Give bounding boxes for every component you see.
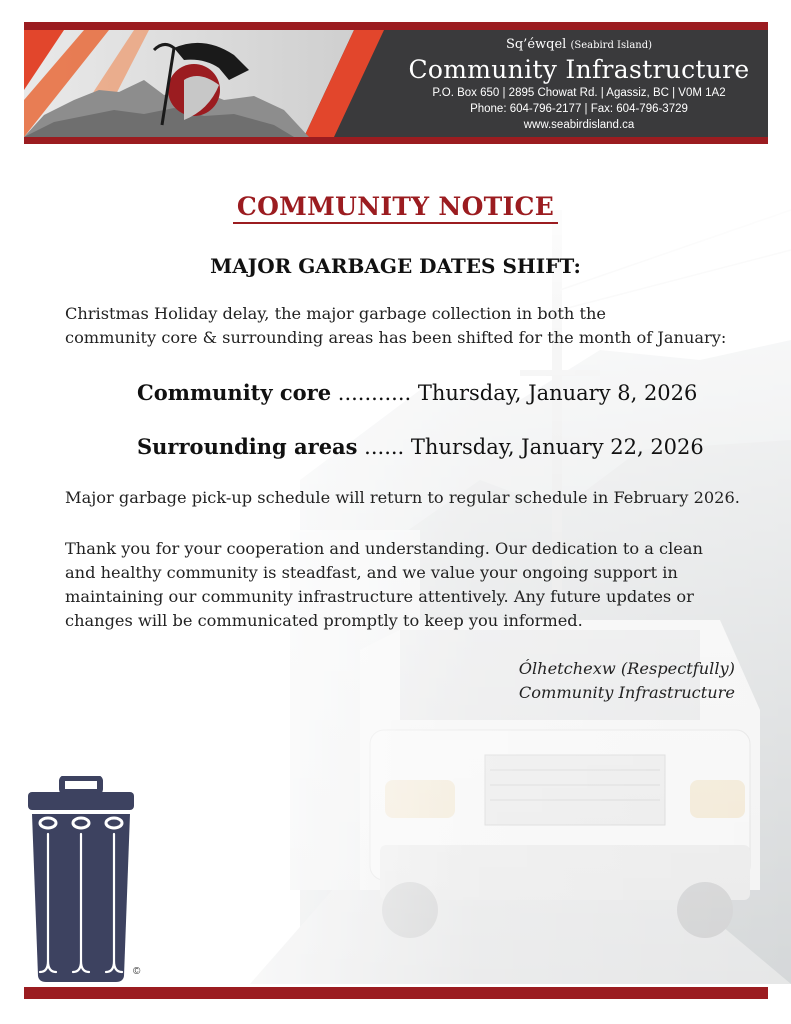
community-core-leader: ........... — [331, 381, 418, 405]
signature-department: Community Infrastructure — [518, 683, 735, 702]
organization-block — [399, 36, 759, 133]
surrounding-areas-leader: ...... — [357, 435, 411, 459]
return-schedule-paragraph: Major garbage pick-up schedule will return to regular schedule in February 2026. — [65, 488, 740, 507]
thanks-paragraph — [65, 537, 745, 633]
header-mountain-art — [24, 30, 394, 137]
footer-rule — [24, 987, 768, 999]
surrounding-areas-label: Surrounding areas — [137, 434, 358, 459]
organization-website: www.seabirdisland.ca — [523, 119, 635, 131]
organization-contact: Phone: 604-796-2177 | Fax: 604-796-3729 — [470, 103, 688, 115]
notice-title-text: COMMUNITY NOTICE — [233, 192, 558, 224]
notice-subtitle: MAJOR GARBAGE DATES SHIFT: — [210, 254, 581, 278]
community-core-label: Community core — [137, 380, 332, 405]
native-name-line — [399, 36, 759, 55]
organization-address: P.O. Box 650 | 2895 Chowat Rd. | Agassiz, BC | V0M 1A2 — [432, 87, 726, 99]
garbage-bin-icon — [26, 776, 136, 984]
thanks-line: changes will be communicated promptly to keep you informed. — [65, 611, 583, 630]
organization-name: Community Infrastructure — [408, 55, 750, 84]
signature-respectfully: Ólhetchexw (Respectfully) — [518, 659, 735, 678]
surrounding-areas-date: Thursday, January 22, 2026 — [410, 435, 704, 459]
copyright-mark: © — [133, 966, 141, 977]
thanks-line: Thank you for your cooperation and understanding. Our dedication to a clean — [65, 539, 703, 558]
thanks-line: maintaining our community infrastructure attentively. Any future updates or — [65, 587, 694, 606]
community-core-date-row — [137, 380, 737, 405]
native-name: Sq’éwqel — [505, 37, 567, 52]
notice-title — [0, 192, 791, 221]
surrounding-areas-date-row — [137, 434, 737, 459]
community-core-date: Thursday, January 8, 2026 — [417, 381, 698, 405]
header-bottom-rule — [24, 137, 768, 144]
intro-paragraph — [65, 302, 745, 350]
intro-line: Christmas Holiday delay, the major garbage collection in both the — [65, 304, 606, 323]
intro-line: community core & surrounding areas has been shifted for the month of January: — [65, 328, 727, 347]
native-name-note: (Seabird Island) — [570, 40, 653, 51]
thanks-line: and healthy community is steadfast, and we value your ongoing support in — [65, 563, 678, 582]
header-top-rule — [24, 22, 768, 30]
